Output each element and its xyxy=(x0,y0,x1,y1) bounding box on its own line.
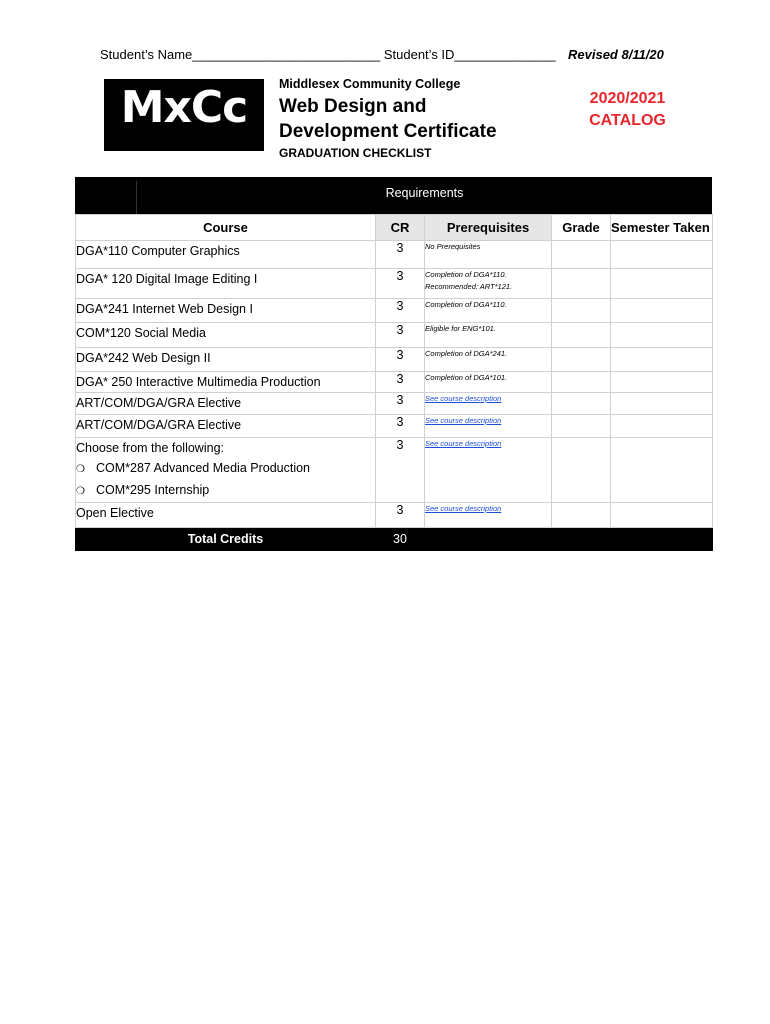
semester-cell[interactable] xyxy=(611,415,713,438)
course-description-link[interactable]: See course description xyxy=(425,504,502,513)
course-name: ART/COM/DGA/GRA Elective xyxy=(76,393,376,415)
credit-value: 3 xyxy=(376,372,425,393)
course-name: DGA*110 Computer Graphics xyxy=(76,241,376,269)
table-row xyxy=(76,241,713,269)
page-title: Web Design and Development Certificate xyxy=(279,96,497,142)
total-value: 30 xyxy=(376,528,425,551)
table-row xyxy=(76,393,713,415)
option-label: COM*287 Advanced Media Production xyxy=(96,461,311,475)
credit-value: 3 xyxy=(376,393,425,415)
course-description-link[interactable]: See course description xyxy=(425,439,502,448)
prerequisite: No Prerequisites xyxy=(425,241,552,269)
table-row xyxy=(76,323,713,348)
option-item xyxy=(76,480,375,502)
table-row xyxy=(76,415,713,438)
option-item xyxy=(76,458,375,480)
total-row xyxy=(76,528,713,551)
course-name: COM*120 Social Media xyxy=(76,323,376,348)
semester-cell[interactable] xyxy=(611,438,713,503)
option-label: COM*295 Internship xyxy=(96,483,210,497)
col-prerequisites: Prerequisites xyxy=(425,215,552,241)
catalog-year-value: 2020/2021 xyxy=(589,90,666,107)
semester-cell[interactable] xyxy=(611,393,713,415)
credit-value: 3 xyxy=(376,415,425,438)
semester-cell[interactable] xyxy=(611,299,713,323)
credit-value: 3 xyxy=(376,241,425,269)
grade-cell[interactable] xyxy=(552,438,611,503)
prerequisite xyxy=(425,393,552,415)
course-name xyxy=(76,438,376,503)
course-name: DGA*241 Internet Web Design I xyxy=(76,299,376,323)
course-name: DGA* 250 Interactive Multimedia Production xyxy=(76,372,376,393)
prerequisite xyxy=(425,415,552,438)
col-grade: Grade xyxy=(552,215,611,241)
prerequisite: Completion of DGA*241. xyxy=(425,348,552,372)
col-course: Course xyxy=(76,215,376,241)
credit-value: 3 xyxy=(376,348,425,372)
course-description-link[interactable]: See course description xyxy=(425,416,502,425)
semester-cell[interactable] xyxy=(611,323,713,348)
requirements-label: Requirements xyxy=(385,186,464,200)
table-row xyxy=(76,503,713,528)
table-row xyxy=(76,299,713,323)
prerequisite-line: Recommended: ART*121. xyxy=(425,282,513,291)
grade-cell[interactable] xyxy=(552,323,611,348)
grade-cell[interactable] xyxy=(552,415,611,438)
catalog-label: CATALOG xyxy=(589,112,666,129)
col-cr: CR xyxy=(376,215,425,241)
prerequisite: Completion of DGA*101. xyxy=(425,372,552,393)
credit-value: 3 xyxy=(376,438,425,503)
catalog-year xyxy=(560,88,695,132)
checklist-label: GRADUATION CHECKLIST xyxy=(279,146,432,160)
grade-cell[interactable] xyxy=(552,299,611,323)
total-empty xyxy=(425,528,552,551)
table-row xyxy=(76,438,713,503)
grade-cell[interactable] xyxy=(552,503,611,528)
grade-cell[interactable] xyxy=(552,348,611,372)
semester-cell[interactable] xyxy=(611,372,713,393)
prerequisite xyxy=(425,438,552,503)
grade-cell[interactable] xyxy=(552,241,611,269)
credit-value: 3 xyxy=(376,299,425,323)
course-name: DGA*242 Web Design II xyxy=(76,348,376,372)
semester-cell[interactable] xyxy=(611,348,713,372)
table-row xyxy=(76,372,713,393)
total-empty xyxy=(611,528,713,551)
course-table xyxy=(75,214,713,551)
semester-cell[interactable] xyxy=(611,503,713,528)
credit-value: 3 xyxy=(376,323,425,348)
col-semester: Semester Taken xyxy=(611,215,713,241)
prerequisite-line: Completion of DGA*110. xyxy=(425,270,507,279)
course-description-link[interactable]: See course description xyxy=(425,394,502,403)
course-name: DGA* 120 Digital Image Editing I xyxy=(76,269,376,299)
requirements-inner xyxy=(136,181,712,215)
table-header-row xyxy=(76,215,713,241)
total-empty xyxy=(552,528,611,551)
table-row xyxy=(76,348,713,372)
credit-value: 3 xyxy=(376,269,425,299)
choose-label: Choose from the following: xyxy=(76,441,224,455)
grade-cell[interactable] xyxy=(552,372,611,393)
prerequisite: Eligible for ENG*101. xyxy=(425,323,552,348)
radio-icon: ❍ xyxy=(76,464,85,475)
grade-cell[interactable] xyxy=(552,269,611,299)
prerequisite xyxy=(425,269,552,299)
grade-cell[interactable] xyxy=(552,393,611,415)
course-name: Open Elective xyxy=(76,503,376,528)
table-row xyxy=(76,269,713,299)
student-name-id-line: Student’s Name__________________________ Student’s ID______________ xyxy=(100,47,556,62)
prerequisite xyxy=(425,503,552,528)
logo-subtitle: MIDDLESEX COMMUNITY COLLEGE xyxy=(104,134,258,144)
prerequisite: Completion of DGA*110. xyxy=(425,299,552,323)
radio-icon: ❍ xyxy=(76,486,85,497)
credit-value: 3 xyxy=(376,503,425,528)
revised-date: Revised 8/11/20 xyxy=(568,47,664,62)
total-label: Total Credits xyxy=(76,528,376,551)
logo-mark: MxCc xyxy=(120,82,248,133)
semester-cell[interactable] xyxy=(611,241,713,269)
course-name: ART/COM/DGA/GRA Elective xyxy=(76,415,376,438)
semester-cell[interactable] xyxy=(611,269,713,299)
requirements-bar xyxy=(75,177,712,215)
college-name: Middlesex Community College xyxy=(279,77,461,91)
